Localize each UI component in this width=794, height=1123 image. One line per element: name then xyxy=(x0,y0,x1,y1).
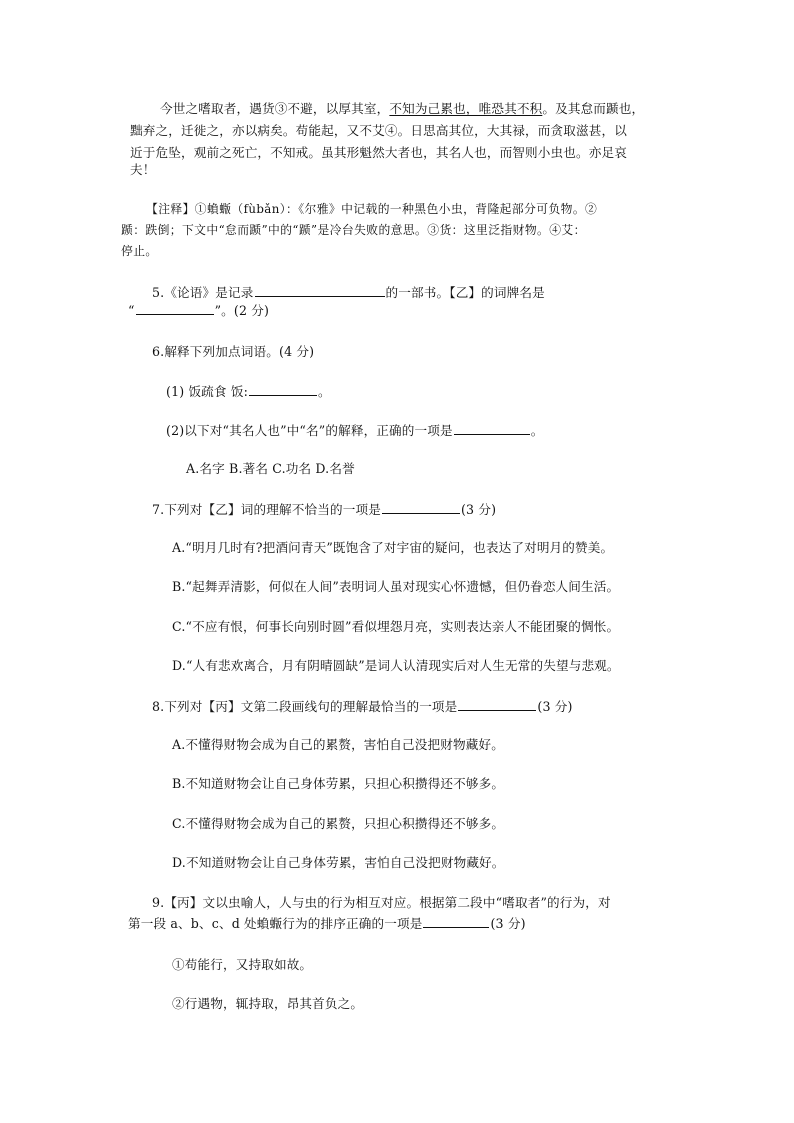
annotation-line-1: 【注释】①蝜蝂（fùbǎn）：《尔雅》中记载的一种黑色小虫，背隆起部分可负物。② xyxy=(146,202,598,216)
answer-blank[interactable] xyxy=(255,283,385,297)
question-8-score: (3 分) xyxy=(537,699,573,714)
question-8-stem xyxy=(152,697,573,716)
question-8-text: 8.下列对【丙】文第二段画线句的理解最恰当的一项是 xyxy=(152,699,458,714)
question-7-option-c: C.“不应有恨，何事长向别时圆”看似埋怨月亮，实则表达亲人不能团聚的惆怅。 xyxy=(172,619,620,634)
annotation-line-3: 停止。 xyxy=(121,244,158,258)
passage-text: 今世之嗜取者，遇货③不避，以厚其室， xyxy=(160,101,390,116)
passage-line-3: 近于危坠，观前之死亡，不知戒。虽其形魁然大者也，其名人也，而智则小虫也。亦足哀 xyxy=(130,145,628,160)
question-8-option-c: C.不懂得财物会成为自己的累赘，只担心积攒得还不够多。 xyxy=(172,816,505,831)
question-9-line-2 xyxy=(128,914,526,933)
question-5-text: ”。(2 分) xyxy=(214,303,270,318)
question-8-option-b: B.不知道财物会让自己身体劳累，只担心积攒得还不够多。 xyxy=(172,776,505,791)
question-8-option-a: A.不懂得财物会成为自己的累赘，害怕自己没把财物藏好。 xyxy=(172,737,504,752)
question-5-text: 的一部书。【乙】的词牌名是 xyxy=(385,285,545,300)
question-7-option-d: D.“人有悲欢离合，月有阴晴圆缺”是词人认清现实后对人生无常的失望与悲观。 xyxy=(172,658,620,673)
question-7-option-a: A.“明月几时有?把酒问青天”既饱含了对宇宙的疑问，也表达了对明月的赞美。 xyxy=(172,540,614,555)
question-6-stem: 6.解释下列加点词语。(4 分) xyxy=(152,344,315,359)
question-7-stem xyxy=(152,500,496,519)
sub-question-text: 。 xyxy=(530,423,544,438)
question-7-text: 7.下列对【乙】词的理解不恰当的一项是 xyxy=(152,502,381,517)
passage-line-1 xyxy=(160,100,644,118)
question-6-sub-2 xyxy=(166,421,544,440)
question-6-sub-1 xyxy=(166,382,331,401)
question-5-text: 5.《论语》是记录 xyxy=(152,285,254,300)
passage-line-4: 夫！ xyxy=(130,162,156,177)
sub-question-text: (1) 饭疏食 饭: xyxy=(166,384,248,399)
answer-blank[interactable] xyxy=(458,697,536,711)
question-7-option-b: B.“起舞弄清影，何似在人间”表明词人虽对现实心怀遗憾，但仍眷恋人间生活。 xyxy=(172,579,620,594)
question-5-line-2 xyxy=(128,301,269,320)
question-9-text: 第一段 a、b、c、d 处蝜蝂行为的排序正确的一项是 xyxy=(128,916,423,931)
answer-blank[interactable] xyxy=(249,382,317,396)
sub-question-text: (2)以下对“其名人也”中“名”的解释，正确的一项是 xyxy=(166,423,453,438)
answer-blank[interactable] xyxy=(423,914,489,928)
question-6-options: A.名字 B.著名 C.功名 D.名誉 xyxy=(186,461,355,476)
passage-line-2: 黜弃之，迁徙之，亦以病矣。苟能起，又不艾④。日思高其位，大其禄，而贪取滋甚，以 xyxy=(130,123,628,138)
question-9-score: (3 分) xyxy=(490,916,526,931)
sub-question-text: 。 xyxy=(317,384,331,399)
answer-blank[interactable] xyxy=(454,421,530,435)
question-5-line-1 xyxy=(152,283,545,302)
question-9-line-1: 9.【丙】文以虫喻人，人与虫的行为相互对应。根据第二段中“嗜取者”的行为，对 xyxy=(152,895,611,910)
question-9-item-2: ②行遇物，辄持取，昂其首负之。 xyxy=(172,996,364,1011)
question-7-score: (3 分) xyxy=(460,502,497,517)
question-8-option-d: D.不知道财物会让自己身体劳累，害怕自己没把财物藏好。 xyxy=(172,855,505,870)
question-9-item-1: ①苟能行，又持取如故。 xyxy=(172,957,313,972)
answer-blank[interactable] xyxy=(136,301,214,315)
underlined-sentence: 不知为己累也，唯恐其不积 xyxy=(389,101,543,116)
question-5-text: “ xyxy=(128,303,135,318)
annotation-line-2: 踬：跌倒；下文中“怠而踬”中的“踬”是冷台失败的意思。③货：这里泛指财物。④艾： xyxy=(121,223,586,237)
answer-blank[interactable] xyxy=(382,500,460,514)
passage-text: 。及其怠而踬也， xyxy=(542,101,645,116)
